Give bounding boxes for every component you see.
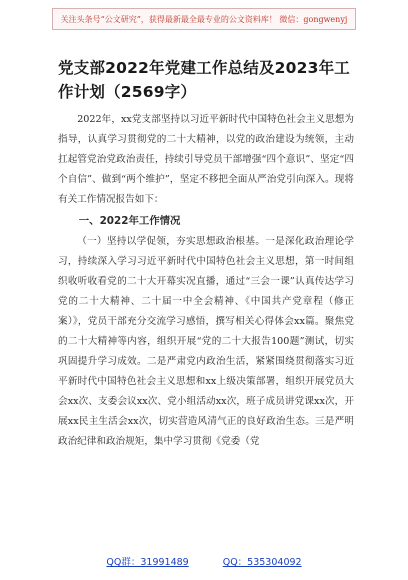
footer-contacts <box>0 554 408 572</box>
document-body <box>58 110 354 452</box>
intro-paragraph: 2022年，xx党支部坚持以习近平新时代中国特色社会主义思想为指导，认真学习贯彻党的二十大精神，以党的政治建设为统领，主动扛起管党治党政治责任，持续引导党员干部增强“四个意识”、坚定“四个自信”、做到“两个维护”，坚定不移把全面从严治党引向深入。现将有关工作情况报告如下： <box>58 114 354 205</box>
qq-contact-link[interactable]: QQ：535304092 <box>222 557 302 568</box>
qq-group-link[interactable]: QQ群：31991489 <box>106 557 189 568</box>
document-title: 党支部2022年党建工作总结及2023年工作计划（2569字） <box>58 59 350 101</box>
promo-banner <box>52 8 356 30</box>
section-paragraph: （一）坚持以学促领，夯实思想政治根基。一是深化政治理论学习，持续深入学习习近平新时代中国特色社会主义思想，第一时间组织收听收看党的二十大开幕实况直播，通过“三会一课”认真传达学习党的二十大精神、二十届一中全会精神、《中国共产党章程（修正案）》，党员干部充分交流学习感悟，撰写相关心得体会xx篇。聚焦党的二十大精神等内容，组织开展“党的二十大报告100题”测试，切实巩固提升学习成效。二是严肃党内政治生活，紧紧围绕贯彻落实习近平新时代中国特色社会主义思想和xx上级决策部署，组织开展党员大会xx次、支委会议xx次、党小组活动xx次，班子成员讲党课xx次，开展xx民主生活会xx次，切实营造风清气正的良好政治生态。三是严明政治纪律和政治规矩，集中学习贯彻《党委（党 <box>58 236 354 447</box>
section-heading: 一、2022年工作情况 <box>78 215 181 227</box>
promo-banner-text: 关注头条号“公文研究”，获得最新最全最专业的公文资料库！ 微信：gongwenyj <box>60 14 348 24</box>
